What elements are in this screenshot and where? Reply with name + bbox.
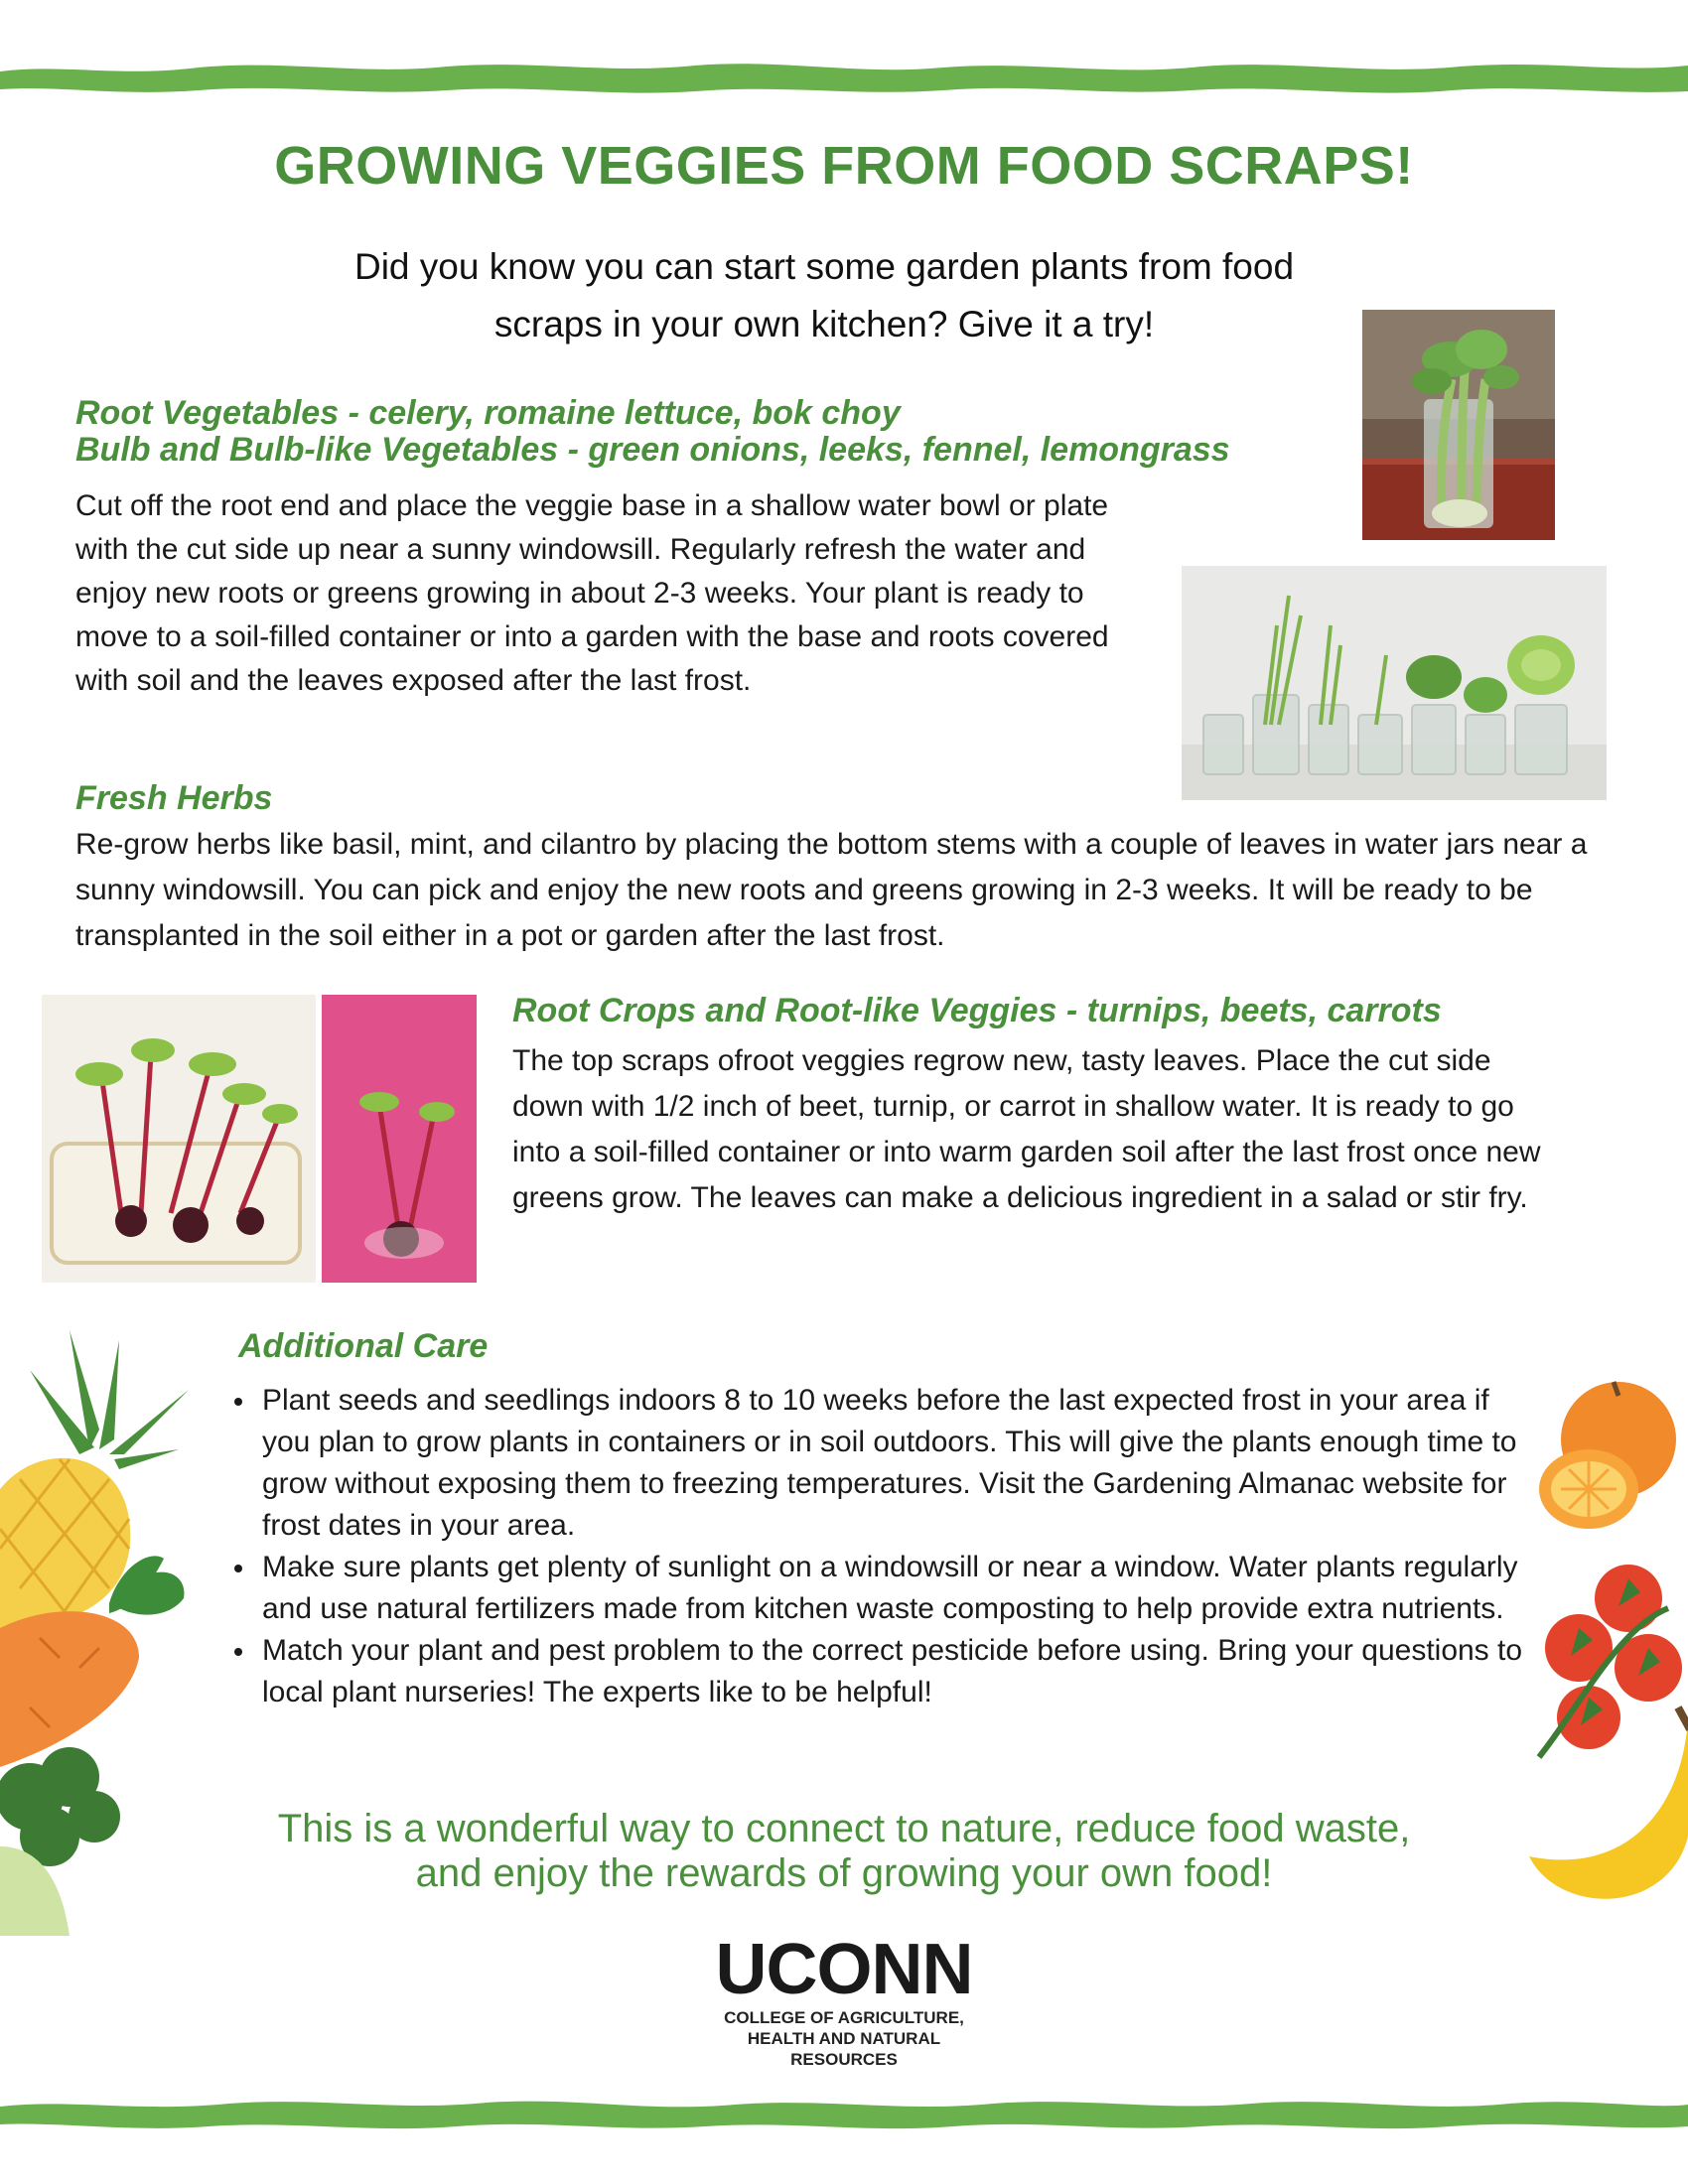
additional-care-heading: Additional Care	[238, 1327, 489, 1365]
fresh-herbs-body: Re-grow herbs like basil, mint, and cilantro by placing the bottom stems with a couple of leaves in water jars near a sunny windowsill. You can pick and enjoy the new roots and greens growing in 2-3 weeks. It will be ready to be transplanted in the soil either in a pot or garden after the last frost.	[75, 828, 1588, 952]
bottom-border-stripe	[0, 2095, 1688, 2134]
beet-tops-photo	[42, 995, 477, 1283]
root-crops-body: The top scraps ofroot veggies regrow new, tasty leaves. Place the cut side down with 1/2 inch of beet, turnip, or carrot in shallow water. It is ready to go into a soil-filled container or into warm garden soil after the last frost once new greens grow. The leaves can make a delicious ingredient in a salad or stir fry.	[512, 1044, 1541, 1214]
closing-line-1: This is a wonderful way to connect to nature, reduce food waste,	[277, 1807, 1411, 1850]
logo-line-3: RESOURCES	[790, 2050, 898, 2069]
care-item-3: Match your plant and pest problem to the correct pesticide before using. Bring your questions to local plant nurseries! The experts like to be helpful!	[262, 1630, 1523, 1713]
intro-line-2: scraps in your own kitchen? Give it a try!	[493, 304, 1155, 344]
closing-statement	[199, 1807, 1489, 1896]
root-vegetables-body: Cut off the root end and place the veggie base in a shallow water bowl or plate with the cut side up near a sunny windowsill. Regularly refresh the water and enjoy new roots or greens growing in about 2-3 weeks. Your plant is ready to move to a soil-filled container or into a garden with the base and roots covered with soil and the leaves exposed after the last frost.	[75, 489, 1109, 697]
orange-tomato-banana-illustration	[1519, 1380, 1688, 1936]
page-title: GROWING VEGGIES FROM FOOD SCRAPS!	[274, 136, 1414, 196]
celery-in-glass-photo	[1362, 310, 1555, 540]
bulb-vegetables-heading-line-2: Bulb and Bulb-like Vegetables - green onions, leeks, fennel, lemongrass	[75, 431, 1230, 469]
right-fruit-illustrations	[1519, 1380, 1688, 1936]
root-vegetables-heading-line-1: Root Vegetables - celery, romaine lettuce, bok choy	[75, 394, 901, 432]
root-vegetables-heading	[75, 395, 1327, 469]
care-item-2: Make sure plants get plenty of sunlight on a windowsill or near a window. Water plants regularly and use natural fertilizers made from kitchen waste composting to help provide extra nutrients.	[262, 1547, 1523, 1630]
uconn-logo-subtitle	[645, 2007, 1043, 2070]
top-border-stripe	[0, 58, 1688, 97]
logo-line-1: COLLEGE OF AGRICULTURE,	[724, 2008, 964, 2027]
additional-care-list	[218, 1380, 1523, 1713]
fresh-herbs-heading: Fresh Herbs	[75, 779, 273, 817]
pineapple-carrot-broccoli-illustration	[0, 1330, 199, 1936]
closing-line-2: and enjoy the rewards of growing your own food!	[415, 1851, 1273, 1895]
uconn-logo-wordmark: UCONN	[715, 1930, 973, 2009]
left-vegetable-illustrations	[0, 1330, 199, 1936]
scraps-in-jars-photo	[1182, 566, 1607, 800]
intro-line-1: Did you know you can start some garden plants from food	[353, 246, 1295, 287]
intro-text	[278, 238, 1370, 353]
logo-line-2: HEALTH AND NATURAL	[747, 2029, 941, 2048]
care-item-1: Plant seeds and seedlings indoors 8 to 10 weeks before the last expected frost in your area if you plan to grow plants in containers or in soil outdoors. This will give the plants enough time to grow without exposing them to freezing temperatures. Visit the Gardening Almanac website for frost dates in your area.	[262, 1380, 1523, 1547]
root-crops-heading: Root Crops and Root-like Veggies - turnips, beets, carrots	[512, 992, 1442, 1029]
